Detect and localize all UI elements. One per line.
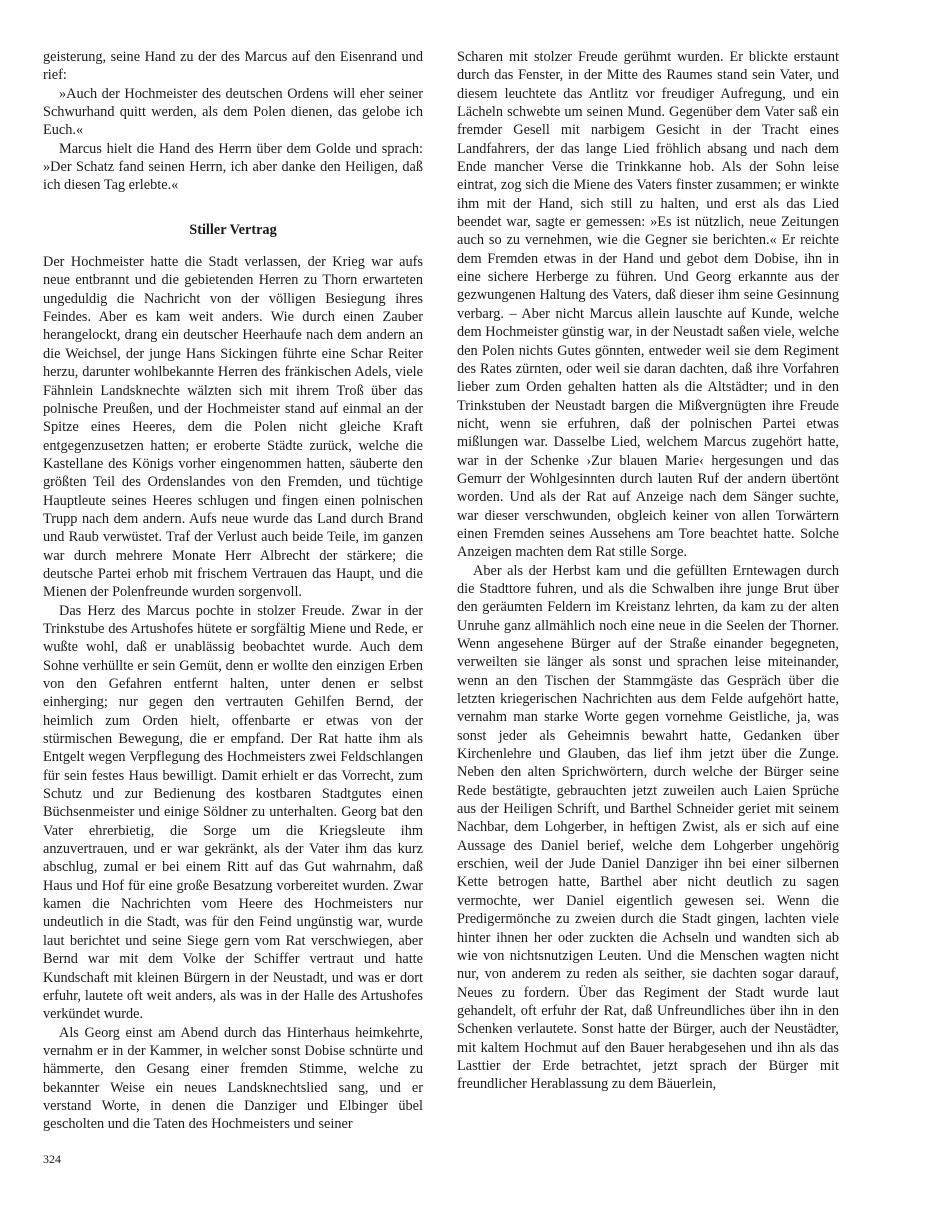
left-column bbox=[43, 48, 423, 1134]
paragraph: geisterung, seine Hand zu der des Marcus auf den Eisenrand und rief: bbox=[43, 49, 423, 84]
paragraph: Das Herz des Marcus pochte in stolzer Freude. Zwar in der Trinkstube des Artushofes hütete er sorgfältig Miene und Rede, er wußte wohl, daß er unablässig beobachtet wurde. Auch dem Sohne verhüllte er sein Gemüt, denn er wollte den einzigen Erben von den Gefahren entfernt halten, unter denen er selbst einherging; nur gegen den vertrauten Gehilfen Bernd, der heimlich zum Orden hielt, offenbarte er etwas von der stürmischen Bewegung, die er empfand. Der Rat hatte ihm als Entgelt wegen Verpflegung des Hochmeisters zwei Feldschlangen für sein festes Haus bewilligt. Damit erhielt er das Vorrecht, zum Schutz und zur Bedienung des kostbaren Stadtgutes einen Büchsenmeister und einige Söldner zu unterhalten. Georg bat den Vater ehrerbietig, die Sorge um die Kriegsleute ihm anzuvertrauen, und er war gekränkt, als der Vater ihm das kurz abschlug, zumal er bei einem Ritt auf das Gut wahrnahm, daß Haus und Hof für eine große Besatzung vorbereitet wurden. Zwar kamen die Nachrichten vom Heere des Hochmeisters nur undeutlich in die Stadt, was für den Feind ungünstig war, wurde laut berichtet und seine Siege gern vom Rat verschwiegen, aber Bernd war mit dem Volke der Schiffer vertraut und hatte Kundschaft mit kleinen Bürgern in der Neustadt, und was er dort erfuhr, lautete oft weit anders, als was in der Halle des Artushofes verkündet wurde. bbox=[43, 602, 423, 1023]
paragraph: Aber als der Herbst kam und die gefüllten Erntewagen durch die Stadttore fuhren, und als die Schwalben ihre junge Brut über den geräumten Feldern im Kreistanz lehrten, da kam zu der alten Unruhe ganz allmählich noch eine neue in die Seelen der Thorner. Wenn angesehene Bürger auf der Straße einander begegneten, verweilten sie länger als sonst und sprachen leise miteinander, wenn an den Tischen der Stammgäste das Gespräch über die letzten kriegerischen Nachrichten aus dem Felde aufgehört hatte, vernahm man starke Worte gegen vornehme Geistliche, ja, was sonst jeder als Geheimnis bewahrt hatte, Gedanken über Kirchenlehre und Glauben, das lief ihm jetzt über die Zunge. Neben den alten Sprichwörtern, durch welche der Bürger seine Rede bestätigte, gebrauchten jetzt zuweilen auch Laien Sprüche aus der Heiligen Schrift, und Barthel Schneider geriet mit seinem Nachbar, dem Lohgerber, in heftigen Zwist, als er sich auf eine Aussage des Daniel berief, welche dem Lohgerber ungehörig erschien, weil der Jude Daniel Danziger ihn bei einer silbernen Kette betrogen hatte, Barthel aber nicht deutlich zu sagen vermochte, wer Daniel eigentlich gewesen sei. Wenn die Predigermönche zu zweien durch die Stadt gingen, lachten viele hinter ihnen her oder zuckten die Achseln und wandten sich ab wie von nichtsnutzigen Leuten. Und die Menschen wagten nicht nur, von anderem zu reden als seither, sie dachten sogar darauf, Neues zu fordern. Über das Regiment der Stadt wurde laut gehandelt, oft erfuhr der Rat, daß Unfreundliches über ihn in den Schenken verlautete. Sonst hatte der Bürger, auch der Neustädter, mit kaltem Hochmut auf den Bauer herabgesehen und ihn als das Lasttier der Erde betrachtet, jetzt sprach der Bürger mit freundlicher Herablassung zu dem Bäuerlein, bbox=[457, 562, 839, 1093]
page-number: 324 bbox=[43, 1152, 61, 1166]
paragraph: Scharen mit stolzer Freude gerühmt wurden. Er blickte erstaunt durch das Fenster, in der Mitte des Raumes stand sein Vater, und diesem leuchtete das Antlitz vor freudiger Aufregung, und ein Lächeln schwebte um seinen Mund. Gegenüber dem Vater saß ein fremder Gesell mit narbigem Gesicht in der Tracht eines Landfahrers, der das lange Lied fröhlich absang und nach dem Ende mancher Verse die Trinkkanne hob. Als der Sohn leise eintrat, zog sich die Miene des Vaters finster zusammen; er winkte ihm mit der Hand, sich still zu halten, und erst als das Lied beendet war, sagte er gemessen: »Es ist nützlich, neue Zeitungen auch so zu vernehmen, wie die Gegner sie berichten.« Er reichte dem Fremden etwas in der Hand und gebot dem Dobise, ihn in eine sichere Herberge zu führen. Und Georg erkannte aus der gezwungenen Haltung des Vaters, daß dieser ihm seine Gesinnung verbarg. – Aber nicht Marcus allein lauschte auf Kunde, welche dem Hochmeister günstig war, in der Neustadt saßen viele, welche den Polen nichts Gutes gönnten, entweder weil sie dem Regiment des Rates zürnten, oder weil sie daran dachten, daß ihre Vorfahren lieber zum Orden gehalten hatten als die Altstädter; und in den Trinkstuben der Neustadt bargen die Mißvergnügten ihre Freude nicht, wenn sie erfuhren, daß der polnischen Partei etwas mißlungen war. Dasselbe Lied, welchem Marcus zugehört hatte, war in der Schenke ›Zur blauen Marie‹ hergesungen und das Gemurr der Wohlgesinnten durch lauten Ruf der andern übertönt worden. Und als der Rat auf Anzeige nach dem Sänger suchte, war dieser verschwunden, obgleich keiner von allen Torwärtern einen Fremden seines Aussehens am Tore beachtet hatte. Solche Anzeigen machten dem Rat stille Sorge. bbox=[457, 49, 839, 561]
paragraph: »Auch der Hochmeister des deutschen Ordens will eher seiner Schwurhand quitt werden, als dem Polen dienen, das gelobe ich Euch.« bbox=[43, 85, 423, 139]
paragraph: Marcus hielt die Hand des Herrn über dem Golde und sprach: »Der Schatz fand seinen Herrn, ich aber danke den Heiligen, daß ich diesen Tag erlebte.« bbox=[43, 140, 423, 194]
paragraph: Der Hochmeister hatte die Stadt verlassen, der Krieg war aufs neue entbrannt und die gebietenden Herren zu Thorn erwarteten ungeduldig die Nachricht von der völligen Besiegung ihres Feindes. Aber es kam weit anders. Wie durch einen Zauber herangelockt, drang ein deutscher Heerhaufe nach dem andern an die Weichsel, der junge Hans Sickingen führte eine Schar Reiter herzu, darunter wohlbekannte Herren des fränkischen Adels, viele Fähnlein Landsknechte wälzten sich mit ihrem Troß über das polnische Preußen, und der Hochmeister stand auf einmal an der Spitze eines Heeres, dem die Polen nicht gleiche Kraft entgegenzusetzen hatten; er eroberte Städte zurück, welche die Kastellane des Königs vorher eingenommen hatten, säuberte den größten Teil des Ordenslandes von den Fremden, und tüchtige Hauptleute seines Heeres schlugen und fingen einen polnischen Trupp nach dem andern. Aufs neue wurde das Land durch Brand und Raub verwüstet. Traf der Verlust auch beide Teile, im ganzen war durch mehrere Monate Herr Albrecht der stärkere; die deutsche Partei erhob mit frischem Vertrauen das Haupt, und die Mienen der Polenfreunde wurden sorgenvoll. bbox=[43, 254, 423, 601]
paragraph: Als Georg einst am Abend durch das Hinterhaus heimkehrte, vernahm er in der Kammer, in welcher sonst Dobise schnürte und hämmerte, den Gesang einer fremden Stimme, welche zu bekannter Weise ein neues Landsknechtslied sang, und er verstand Worte, in denen die Danziger und Elbinger übel gescholten und die Taten des Hochmeisters und seiner bbox=[43, 1024, 423, 1133]
right-column bbox=[457, 48, 839, 1094]
section-heading: Stiller Vertrag bbox=[189, 221, 277, 238]
